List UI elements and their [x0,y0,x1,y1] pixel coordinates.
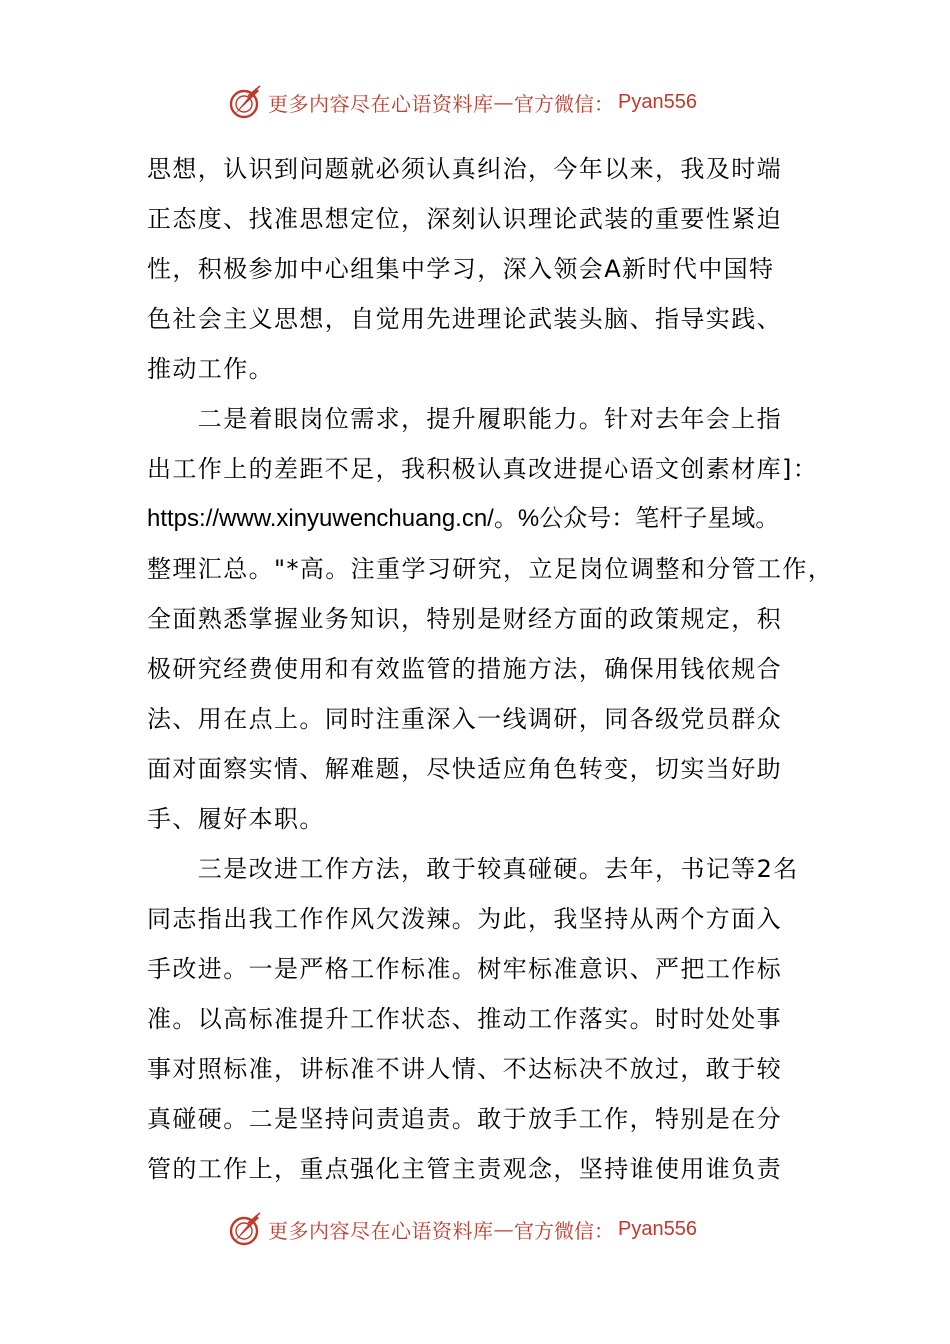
banner-dash: — [493,1217,514,1241]
banner-slogan: 更多内容尽在心语资料库 [268,1218,494,1243]
footer-banner [0,1207,950,1251]
document-body [147,144,834,1194]
text-line: 极研究经费使用和有效监管的措施方法，确保用钱依规合 [147,655,782,683]
text-line: 正态度、找准思想定位，深刻认识理论武装的重要性紧迫 [147,205,782,233]
banner-dash: — [493,90,514,114]
text-line: 色社会主义思想，自觉用先进理论武装头脑、指导实践、 [147,305,782,333]
header-banner [0,80,950,124]
text-line: 全面熟悉掌握业务知识，特别是财经方面的政策规定，积 [147,605,782,633]
text-line: 推动工作。 [147,355,274,383]
text-line: 整理汇总。"*高。注重学习研究，立足岗位调整和分管工作， [147,555,834,583]
text-line: 管的工作上，重点强化主管主责观念，坚持谁使用谁负责 [147,1155,782,1183]
text-line: 思想，认识到问题就必须认真纠治，今年以来，我及时端 [147,155,782,183]
banner-wechat-label: 官方微信： [514,91,614,116]
text-line: 真碰硬。二是坚持问责追责。敢于放手工作，特别是在分 [147,1105,782,1133]
text-line: 出工作上的差距不足，我积极认真改进提心语文创素材库]： [147,455,819,483]
paragraph-start-line: 三是改进工作方法，敢于较真碰硬。去年，书记等2名 [147,855,799,883]
banner-slogan: 更多内容尽在心语资料库 [268,91,494,116]
banner-wechat-id: Pyan556 [618,1217,697,1240]
text-line: 法、用在点上。同时注重深入一线调研，同各级党员群众 [147,705,782,733]
text-line: 性，积极参加中心组集中学习，深入领会A新时代中国特 [147,255,775,283]
quill-circle-logo-icon [226,1209,266,1249]
banner-wechat-label: 官方微信： [514,1218,614,1243]
url-text-line: https://www.xinyuwenchuang.cn/。%公众号：笔杆子星域。 [147,505,780,532]
quill-circle-logo-icon [226,82,266,122]
text-line: 事对照标准，讲标准不讲人情、不达标决不放过，敢于较 [147,1055,782,1083]
text-line: 同志指出我工作作风欠泼辣。为此，我坚持从两个方面入 [147,905,782,933]
paragraph-start-line: 二是着眼岗位需求，提升履职能力。针对去年会上指 [147,405,782,433]
text-line: 手改进。一是严格工作标准。树牢标准意识、严把工作标 [147,955,782,983]
text-line: 手、履好本职。 [147,805,325,833]
text-line: 面对面察实情、解难题，尽快适应角色转变，切实当好助 [147,755,782,783]
text-line: 准。以高标准提升工作状态、推动工作落实。时时处处事 [147,1005,782,1033]
banner-wechat-id: Pyan556 [618,90,697,113]
